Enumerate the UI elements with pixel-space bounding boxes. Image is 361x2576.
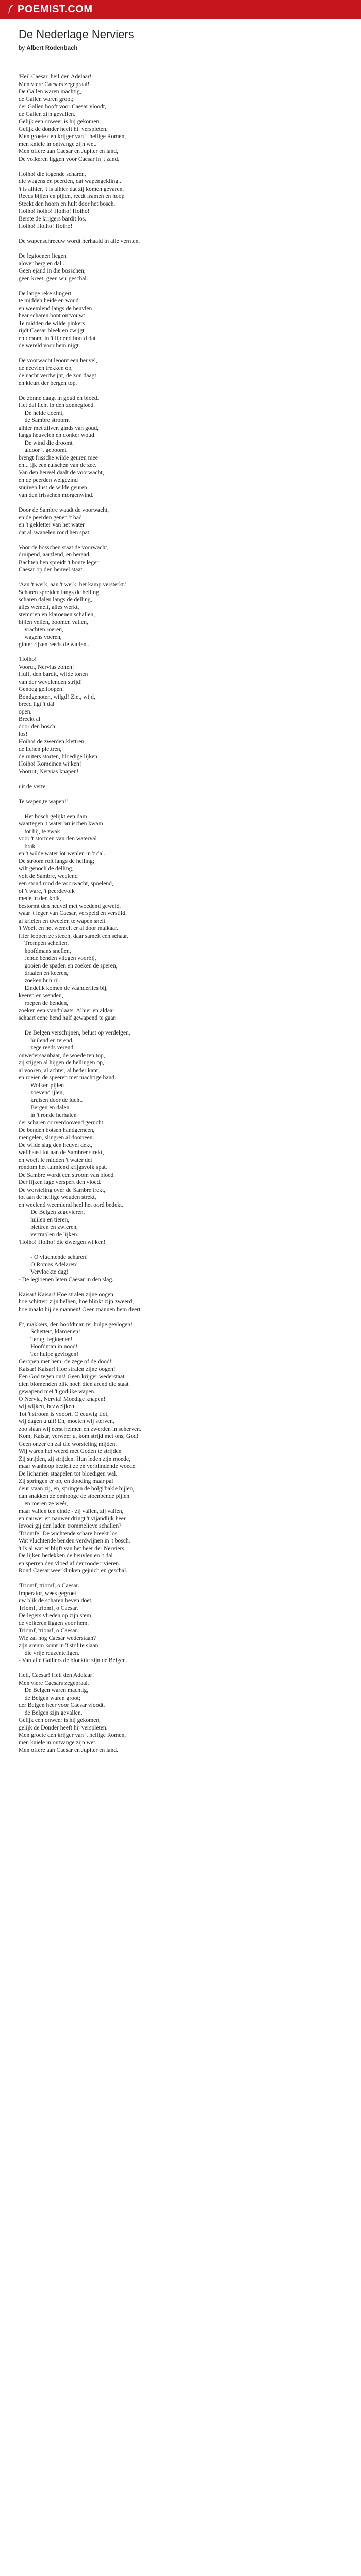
poem-line: in 't ronde herhalen <box>19 1111 77 1118</box>
poem-line: Caesar op den heuvel staat. <box>19 566 84 573</box>
poem-line: De stroom rolt langs de helling; <box>19 857 95 865</box>
poem-line: breed ligt 't dal <box>19 701 55 707</box>
poem-line: de wereld voor hem nijgt. <box>19 342 80 349</box>
poem-line: de ruiters storten, bloedige lijken — <box>19 753 105 760</box>
poem-line: snuiven lust de wilde geuren <box>19 484 87 491</box>
stanza <box>19 1291 338 1314</box>
poem-line: en... Ijk een ruischen van de zee. <box>19 462 97 468</box>
poem-line: Et, makkers, den hoofdman ter hulpe gevlogen! <box>19 1320 133 1328</box>
poem-line: Geen onzer en zal die worsteling mijden. <box>19 1440 117 1447</box>
poem-line: 'Aan 't werk, aan 't werk, het kamp versterkt.' <box>19 581 126 588</box>
poem-line: gewapend met 't godlike wapen. <box>19 1388 96 1395</box>
stanza <box>19 506 338 536</box>
poem-line: bijlen vellen, boomen vallen, <box>19 618 88 625</box>
poem-line: Genoeg gelloopen! <box>19 686 64 692</box>
poem-line: los! <box>19 731 28 737</box>
poem-line: Men viere Caesars zegepraal. <box>19 1679 89 1686</box>
poem-line: Te midden de wilde pinkers <box>19 319 85 327</box>
poem-line: de lichen plettren, <box>19 745 62 752</box>
poem-line: hear scharen bont ontvouwt. <box>19 312 87 319</box>
stanza <box>19 813 338 1022</box>
poem-line: aldoor 't geboomt <box>19 447 67 453</box>
poem-line: Zij springen er op, en dooding maar pal <box>19 1478 113 1484</box>
poem-line: de Gallen waren groot; <box>19 95 74 103</box>
poem-line: roepen de benden, <box>19 999 69 1006</box>
poem-line: Een God tegen ons! Geen krijger wederstaat <box>19 1373 125 1380</box>
poem-line: van den frisschen morgenwind. <box>19 492 94 498</box>
poem-line: wilt genoch de delling, <box>19 865 74 872</box>
poem-line: Wie zal nog Caesar wederstaan? <box>19 1634 96 1641</box>
poem-line: der Belgen heer voor Caesar vloodt, <box>19 1702 105 1708</box>
poem-line: gooien de spaden en zoeken de speren, <box>19 962 118 969</box>
poem-line: de neevlen trekken op, <box>19 364 73 371</box>
poem-line: alover berg en dal... <box>19 260 66 267</box>
poem-line: De lichamen staapelen tot bloedigen wal. <box>19 1470 118 1477</box>
poem-line: De volkeren liggen voor Caesar in 't zand. <box>19 155 120 162</box>
poem-line: Imperator, wees gegroet, <box>19 1589 78 1597</box>
poem-line: Bachten hen spreidt 't bonte leger. <box>19 558 100 566</box>
poem-line: 'Hoiho! Hoiho! die dwergen wijken! <box>19 1239 106 1245</box>
poem-line: Kaisar! Kaisar! Hoe stralen zijne oogen, <box>19 1291 115 1298</box>
poem-line: Hoofdman in nood! <box>19 1343 78 1350</box>
poem-line: de Belgen zijn gevallen. <box>19 1709 83 1716</box>
poem-line: - Van alle Galliers de bloektte zijn de Belgen. <box>19 1657 127 1664</box>
poem-line: - De legioenen leten Caesar in den slag. <box>19 1276 114 1283</box>
poem-line: De Belgen zegevieren, <box>19 1209 85 1215</box>
stanza <box>19 1321 338 1575</box>
poem-line: van der wevelenden strijd! <box>19 678 83 685</box>
poem-line: - O vluchtende scharen! <box>19 1253 88 1260</box>
poem-line: Voor de bosschen staat de voorwacht, <box>19 544 109 551</box>
poem-line: der scharen oorverdoovend gerucht. <box>19 1119 105 1126</box>
poem-line: vertraplen de lijken. <box>19 1231 79 1238</box>
poem-line: Door de Sambre waadt de voorwacht, <box>19 506 109 513</box>
poem-line: zijn arenm komt in 't stof te slaan <box>19 1642 99 1649</box>
poem-line: Geen ejand in die bosschen, <box>19 267 86 274</box>
poem-line: brak <box>19 842 36 850</box>
poem-line: Heil, Caesar! Heil den Adelaar! <box>19 1672 94 1679</box>
stanza <box>19 783 338 791</box>
poem-line: dat al swanelen rond hen spat. <box>19 529 91 536</box>
poem-line: die wagens en peerden, dat wapengekling... <box>19 178 123 184</box>
poem-line: keeren en wenden, <box>19 992 63 999</box>
poem-line: 't Is al wat er blijft van het heer der Nerviers. <box>19 1545 126 1552</box>
poem-line: Breekt al <box>19 716 41 722</box>
poem-line: Steekt den hoorn en hult door het bosch. <box>19 200 116 207</box>
poem-line: Tot 't stroom is vooort. O eeuwig Lot, <box>19 1410 109 1417</box>
logo-text: POEMIST.COM <box>18 3 93 15</box>
poem-line: kruisen door de lucht. <box>19 1096 83 1104</box>
poem-line: Triomf, triomf, o Caesar. <box>19 1627 78 1634</box>
poem-line: alles wemelt, alles werkt, <box>19 603 79 611</box>
poem-line: De Gallen waren machtig, <box>19 88 81 95</box>
poem-line: gelijk de Donder heeft hij verspleten. <box>19 1724 108 1731</box>
poem-line: waartegen 't water bruischen kwam <box>19 820 103 827</box>
poem-line: wij dagen u uit! En, moeten wij sterven, <box>19 1418 114 1425</box>
poem-line: en kleurt der bergen top. <box>19 379 77 386</box>
poem-line: De legioenen liegen <box>19 252 67 259</box>
stanza <box>19 357 338 387</box>
poem-line: de volkeren liggen voor hem. <box>19 1619 89 1626</box>
poem-line: Eindelik komen de vaanderlies bij, <box>19 985 108 991</box>
poem-line: zoo slaan wij eerst helmen en zwerden in scherven. <box>19 1425 141 1432</box>
poem-line: hoe maakt hij de mannen! Geen mannen hem deert. <box>19 1306 142 1313</box>
poem-line: zoevend ijlen, <box>19 1089 64 1096</box>
poem-line: Vervloekte dag! <box>19 1268 69 1275</box>
poem-line: en nauwer en nauwer dringt 't vijandlijk heer. <box>19 1515 127 1522</box>
poem-line: scharen dalen langs de delling, <box>19 596 92 603</box>
poem-line: Hoiho! de zwerden klettren, <box>19 738 86 745</box>
poem-line: uit de verte: <box>19 783 47 790</box>
stanza <box>19 1029 338 1246</box>
poem-line: Scharen spreiden langs de helling, <box>19 588 101 596</box>
stanza <box>19 73 338 163</box>
stanza <box>19 1582 338 1665</box>
poem-line: door den bosch <box>19 723 55 730</box>
poem-line: zij stijgen al hijgen de hellingen op, <box>19 1059 104 1066</box>
poem-line: Bondgenoten, wilgd! Ziet, wijd, <box>19 693 95 700</box>
poem-line: Men viere Caesars zegepraal! <box>19 80 90 88</box>
poem-line: waar 't leger van Caesar, verspeid en verstild, <box>19 910 127 917</box>
poem-line: Reeds bijlen en pijlen, reedt framen en hoop <box>19 193 125 199</box>
poem-line: Triomf, triomf, o Caesar. <box>19 1604 78 1612</box>
poem-line: en droomt in 't lijdend hoofd dat <box>19 334 96 342</box>
poem-line: Hoiho! Hoiho! Hoiho! <box>19 223 73 229</box>
poem-line: zoeken een standplaats. Alhier en aldaar <box>19 1007 115 1014</box>
site-header <box>0 0 361 19</box>
poem-line: men kniele in ontvange zijn wet. <box>19 140 97 147</box>
poem-line: brengt frissche wilde geuren mee <box>19 454 98 461</box>
poem-line: onwedersaanbaar, de woede ten top, <box>19 1052 105 1059</box>
poem-line: en roeien de speeren met machtige hand. <box>19 1074 116 1081</box>
poem-line: Van den heuvel daalt de voorwacht, <box>19 469 104 476</box>
poem-line: De Belgen verschijnen, belust op verdelgen, <box>19 1029 130 1036</box>
poem-line: wellhaast tot aan de Sambrer strekt, <box>19 1149 104 1156</box>
poem-line: Wat vluchtende benden verdwijnen in 't bosch. <box>19 1537 130 1544</box>
stanza <box>19 252 338 282</box>
poem-line: huilend en terend, <box>19 1037 74 1044</box>
poem-line: en roeren ze weêr, <box>19 1500 69 1507</box>
poem-line: en 't gekletter van het water <box>19 521 85 528</box>
poem-line: Men offere aan Caesar en Jupiter en land, <box>19 148 118 155</box>
poem-line: De legers vlieden op zijn stem, <box>19 1612 93 1619</box>
poem-line: en weemlend langs de heuvlen <box>19 304 92 312</box>
stanza <box>19 656 338 775</box>
poem-line: druipend, aarzlend, en beraad. <box>19 551 91 558</box>
poem-line: plettren en zwieren, <box>19 1224 78 1230</box>
poem-line: Bergen en dalen <box>19 1104 70 1111</box>
poem-line: hoofdmans snellen, <box>19 947 71 954</box>
poem-line: Gelijk een onweer is hij gekomen, <box>19 1717 101 1723</box>
poem-article <box>19 28 338 1761</box>
poem-line: De Sambre wordt een stroom van bloed. <box>19 1171 116 1178</box>
poem-line: Kom, Kaisar, verweer u, kom strijd met ons, God! <box>19 1433 139 1439</box>
poem-line: zege reeds verend: <box>19 1044 75 1051</box>
poem-line: stemmen en klaroenen schallen, <box>19 611 95 618</box>
poem-line: een stond rond de voorwacht, spoelend, <box>19 880 113 887</box>
poem-line: Rond Caesar weerklinken gejuich en geschal. <box>19 1567 128 1574</box>
poem-line: 'Triomfe! De wichtende schare breekt los. <box>19 1530 119 1537</box>
poem-title: De Nederlage Nerviers <box>19 28 134 41</box>
poem-line: de Gallen zijn gevallen. <box>19 110 76 117</box>
poem-line: Voorut, Nervias zonen! <box>19 663 74 670</box>
poem-line: vrachten roeren, <box>19 626 63 633</box>
poem-line: tot hij, te zwak <box>19 827 60 835</box>
poem-line: draaien en keeren, <box>19 970 69 976</box>
poem-line: Gelijk de donder heeft hij verspleten. <box>19 125 108 132</box>
poem-line: ginter rijzen reeds de wallen... <box>19 641 91 648</box>
poem-line: Hoiho! die togende scharen, <box>19 170 86 177</box>
stanza <box>19 544 338 574</box>
poem-line: en woelt le midden 't water del <box>19 1156 92 1163</box>
poem-line: Te wapen,te wapen!' <box>19 798 68 805</box>
poem-line: Kaisar! Kaisar! Hoe stralen zijne oogen! <box>19 1365 116 1372</box>
poem-line: en sperren den vloed af der roode rivieren. <box>19 1560 121 1567</box>
poem-line: langs heuvelen en donker woud. <box>19 432 96 438</box>
poem-line: Hulft den bardit, wilde tonen <box>19 671 88 677</box>
poem-line: open. <box>19 708 32 715</box>
poem-line: Wij waren het weerd met Goden te strijden' <box>19 1448 123 1454</box>
poem-line: die vrije reuzenteligen. <box>19 1649 80 1656</box>
poem-line: uw blik de scharen beven doet. <box>19 1597 93 1604</box>
poem-line: 't is alhier, 't is alhier dat zij komen gevaren. <box>19 185 124 192</box>
poem-line: rondom het tuimlend krijgsvolk spat. <box>19 1164 107 1171</box>
poem-line: Berste de krijgers bardit los. <box>19 215 87 222</box>
poem-line: en weelend weemlend heel het oord bedekt. <box>19 1201 124 1208</box>
poem-line: De heide doemt, <box>19 409 64 416</box>
poem-line: 'Triomf, triomf, o Caesar. <box>19 1582 79 1589</box>
poem-line: Jende benden vliegen voorbij, <box>19 955 96 961</box>
poem-line: de Sambre stroomt <box>19 417 70 423</box>
poem-line: de nacht verdwijnt, de zon daagt <box>19 372 96 379</box>
poem-line: bestormt den heuvel met woedend geweld, <box>19 902 121 909</box>
poem-line: De zonne daagt in goud en bloed. <box>19 394 99 401</box>
byline <box>19 44 338 53</box>
poem-line: Het bosch gelijkt een dam <box>19 812 87 820</box>
poem-line: dan snakken ze omhooge de stoenbende pijlen <box>19 1493 130 1499</box>
stanza <box>19 798 338 806</box>
quill-pen-icon <box>7 4 14 14</box>
poem-line: Trompen schellen, <box>19 940 69 946</box>
poem-line: Hoiho! Romeinen wijken! <box>19 760 81 767</box>
poem-line: en de peerden genen 't bad <box>19 514 82 521</box>
poem-line: Men groete den krijger van 't heilige Romen, <box>19 133 126 140</box>
stanza <box>19 395 338 499</box>
poem-line: men kniele in ontvange zijn wet. <box>19 1739 97 1746</box>
poem-line: Vooruit, Nervias knapen! <box>19 768 79 775</box>
site-logo[interactable] <box>7 4 93 15</box>
poem-line: alhier met zilver, ginds van goud, <box>19 424 99 431</box>
poem-line: maar wanhoop bezielt ze en verblindende woede. <box>19 1463 137 1469</box>
poem-line: De wilde slag den heuvel dekt, <box>19 1141 92 1148</box>
poem-line: tot aan de heilige wouden strekt, <box>19 1194 96 1200</box>
poem-line: Ter hulpe gevlogen! <box>19 1350 79 1358</box>
stanza <box>19 238 338 245</box>
poem-line: Schettert, klaroenen! <box>19 1328 80 1335</box>
poem-line: dien blomenden blik noch dien arend die staat <box>19 1380 129 1387</box>
poem-line: hoe schitteri zijn helhen, hoe blinkt zijn zweerd, <box>19 1298 134 1305</box>
poem-line: De Belgen waren machtig, <box>19 1687 89 1693</box>
poem-line: maar vallen ten einde - zij vallen, zij vallen, <box>19 1507 124 1514</box>
poem-line: wagens voeren, <box>19 633 62 640</box>
stanza <box>19 1672 338 1754</box>
poem-line: volt de Sambre, weelend <box>19 872 78 879</box>
poem-line: Terug, legioenen! <box>19 1335 73 1343</box>
poem-line: 'Heil Caesar, heil den Adelaar! <box>19 73 92 80</box>
poem-line: Men offere aan Caesar en Jupiter en land. <box>19 1747 118 1753</box>
poem-line: of 't ware, 't peerdevolk <box>19 887 75 894</box>
poem-line: De lijken bedekken de heuvlen en 't dal <box>19 1552 113 1559</box>
poem-line: en de peerden welgezind <box>19 477 78 483</box>
poem-line: Der lijken lage verspert den vloed. <box>19 1179 102 1185</box>
poem-line: 'Hoiho! <box>19 656 37 663</box>
poem-line: Wolken pijlen <box>19 1081 64 1089</box>
poem-line: voor 't stormen van den waterval <box>19 835 97 842</box>
stanza <box>19 290 338 350</box>
poem-line: wij wijken, bezweijken. <box>19 1403 76 1410</box>
poem-line: Hier loopen ze steeen, daar samelt een schaar. <box>19 932 128 939</box>
stanza <box>19 171 338 230</box>
poem-line: De lange reke slingert <box>19 290 72 297</box>
poem-line: al vooren, al achter, al beder kant, <box>19 1066 100 1074</box>
author-name[interactable]: Albert Rodenbach <box>26 45 78 52</box>
poem-line: schaart eene bend half gewapend te gaar. <box>19 1014 117 1021</box>
poem-line: O Romas Adelaren! <box>19 1261 78 1268</box>
poem-line: te midden heide en woud <box>19 297 79 304</box>
poem-line: Geropen met hem: de zege of de dood! <box>19 1358 112 1365</box>
poem-line: mede in den kolk, <box>19 895 62 902</box>
stanza <box>19 1253 338 1283</box>
poem-line: mengelen, slingren al doorreen. <box>19 1134 94 1141</box>
poem-line: Zij strijden, zij strijden. Hun leden zijn moede, <box>19 1455 131 1462</box>
poem-line: O Nervia, Nervia! Moedige knapen! <box>19 1395 106 1402</box>
poem-line: zoeken hun rij. <box>19 977 60 984</box>
poem-line: De benden botsen handgemeen, <box>19 1126 95 1133</box>
poem-line: der Gallen hooft voor Caesar vloodt, <box>19 103 106 110</box>
poem-line: geen kreet, geen wir geschal. <box>19 275 88 282</box>
poem-line: al krielen en dweelen te wapen snelt. <box>19 917 107 924</box>
poem-line: de Belgen waren groot; <box>19 1694 81 1701</box>
poem-line: De worsteling over de Sambre trekt, <box>19 1186 106 1193</box>
poem-line: De wapenschreeuw wordt herhaald in alle vernten. <box>19 238 140 244</box>
poem-line: deur staan zij, en, springen de bolgi'bakle bijlen, <box>19 1485 135 1492</box>
poem-line: en 't wilde water lot wenlen in 't dal. <box>19 850 106 857</box>
poem-line: Ievoci gij den laden trommelieve schallen? <box>19 1522 122 1529</box>
stanza <box>19 581 338 649</box>
poem-line: 't Woelt en het wemelt er al door malkaar. <box>19 925 119 931</box>
poem-line: Hoiho! hoiho! Hoiho! Hoiho! <box>19 208 90 214</box>
poem-line: De voorwacht leoont een heuvel, <box>19 357 97 364</box>
poem-line: De wind die droomt <box>19 439 73 446</box>
poem-line: Gelijk een onweer is hij gekomen, <box>19 118 101 125</box>
poem-line: Het dal licht in den zonnegloed. <box>19 402 95 409</box>
poem-line: rijdt Caesar bleek en zwijgt <box>19 327 85 334</box>
poem-line: Men groete den krijger van 't heilige Romen, <box>19 1732 126 1738</box>
poem-body <box>19 73 338 1754</box>
by-label: by <box>19 45 25 52</box>
poem-line: huilen en tieren, <box>19 1216 70 1223</box>
